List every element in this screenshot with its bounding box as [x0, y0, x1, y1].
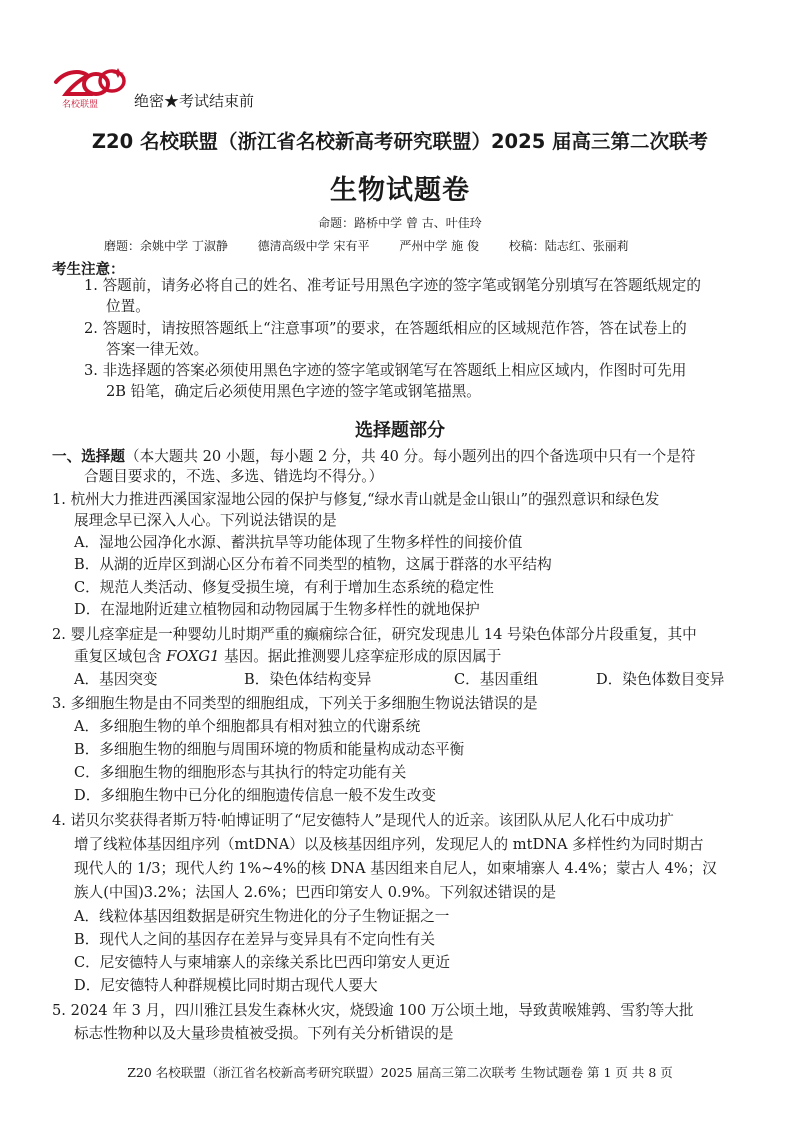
q1-option-a: A．湿地公园净化水源、蓄洪抗旱等功能体现了生物多样性的间接价值 — [74, 534, 523, 551]
notice-item-1-cont: 位置。 — [106, 298, 150, 315]
authors-line: 命题：路桥中学 曾 古、叶佳玲 — [318, 216, 482, 230]
notice-item-3 — [84, 361, 686, 381]
q4-option-a: A．线粒体基因组数据是研究生物进化的分子生物证据之一 — [74, 908, 450, 925]
question-text: 杭州大力推进西溪国家湿地公园的保护与修复,“绿水青山就是金山银山”的强烈意识和绿色发 — [70, 491, 660, 508]
question-text: 诺贝尔奖获得者斯万特·帕博证明了“尼安德特人”是现代人的近亲。该团队从尼人化石中成功扩 — [70, 812, 674, 829]
q2-option-c: C．基因重组 — [454, 671, 539, 688]
question-num: 5. — [52, 1002, 66, 1019]
reviewer-4: 校稿：陆志红、张丽莉 — [508, 239, 629, 253]
reviewer-1: 磨题：余姚中学 丁淑静 — [104, 239, 228, 253]
z20-logo-icon — [52, 64, 132, 110]
question-2-cont — [74, 647, 501, 667]
question-5 — [52, 1001, 693, 1021]
q4-option-d: D．尼安德特人种群规模比同时期古现代人要大 — [74, 977, 378, 994]
notice-heading: 考生注意： — [52, 262, 125, 278]
question-num: 1. — [52, 491, 66, 508]
notice-num: 3. — [84, 362, 98, 379]
notice-item-1 — [84, 276, 701, 296]
notice-item-2-cont: 答案一律无效。 — [106, 341, 209, 358]
reviewers-line — [104, 237, 655, 254]
notice-item-3-cont: 2B 铅笔，确定后必须使用黑色字迹的签字笔或钢笔描黑。 — [106, 383, 481, 400]
section-title: 选择题部分 — [355, 420, 445, 441]
q2-option-d: D．染色体数目变异 — [596, 671, 725, 688]
q2-text-before: 重复区域包含 — [74, 648, 167, 665]
secret-label: 绝密★考试结束前 — [134, 92, 255, 110]
part-heading-rest: （本大题共 20 小题，每小题 2 分，共 40 分。每小题列出的四个备选项中只有一个是符 — [124, 448, 696, 465]
q1-option-c: C．规范人类活动、修复受损生境，有利于增加生态系统的稳定性 — [74, 579, 494, 596]
question-1 — [52, 490, 659, 510]
notice-item-2 — [84, 319, 687, 339]
q2-text-after: 基因。据此推测婴儿痉挛症形成的原因属于 — [219, 648, 502, 665]
question-num: 3. — [52, 695, 66, 712]
q1-option-b: B．从湖的近岸区到湖心区分布着不同类型的植物，这属于群落的水平结构 — [74, 556, 552, 573]
question-2 — [52, 625, 697, 645]
part-heading-cont: 合题目要求的，不选、多选、错选均不得分。） — [84, 468, 384, 485]
alliance-logo — [52, 64, 132, 110]
reviewer-3: 严州中学 施 俊 — [399, 239, 479, 253]
question-4-cont-3: 族人(中国)3.2%；法国人 2.6%；巴西印第安人 0.9%。下列叙述错误的是 — [74, 884, 557, 901]
notice-num: 1. — [84, 277, 98, 294]
notice-text: 答题时，请按照答题纸上“注意事项”的要求，在答题纸相应的区域规范作答，答在试卷上的 — [102, 320, 687, 337]
part-heading — [52, 447, 695, 467]
question-text: 2024 年 3 月，四川雅江县发生森林火灾，烧毁逾 100 万公顷土地，导致黄喉雉鹑、雪豹等大批 — [70, 1002, 694, 1019]
q3-option-a: A．多细胞生物的单个细胞都具有相对独立的代谢系统 — [74, 718, 421, 735]
q4-option-c: C．尼安德特人与柬埔寨人的亲缘关系比巴西印第安人更近 — [74, 954, 451, 971]
question-4-cont-2: 现代人的 1/3；现代人约 1%~4%的核 DNA 基因组来自尼人，如柬埔寨人 4.4%；蒙古人 4%；汉 — [74, 860, 717, 877]
q2-gene-name: FOXG1 — [166, 648, 220, 665]
question-4-cont-1: 增了线粒体基因组序列（mtDNA）以及核基因组序列，发现尼人的 mtDNA 多样性约为同时期古 — [74, 836, 704, 853]
logo-text: 名校联盟 — [62, 100, 99, 110]
q4-option-b: B．现代人之间的基因存在差异与变异具有不定向性有关 — [74, 931, 435, 948]
subject-title: 生物试题卷 — [330, 175, 470, 206]
q3-option-c: C．多细胞生物的细胞形态与其执行的特定功能有关 — [74, 764, 407, 781]
question-1-cont: 展理念早已深入人心。下列说法错误的是 — [74, 512, 337, 529]
question-text: 多细胞生物是由不同类型的细胞组成，下列关于多细胞生物说法错误的是 — [70, 695, 538, 712]
notice-num: 2. — [84, 320, 98, 337]
question-num: 4. — [52, 812, 66, 829]
question-num: 2. — [52, 626, 66, 643]
q1-option-d: D．在湿地附近建立植物园和动物园属于生物多样性的就地保护 — [74, 601, 480, 618]
question-text: 婴儿痉挛症是一种婴幼儿时期严重的癫痫综合征，研究发现患儿 14 号染色体部分片段重复，其中 — [70, 626, 697, 643]
part-heading-bold: 一、选择题 — [52, 448, 125, 465]
notice-text: 非选择题的答案必须使用黑色字迹的签字笔或钢笔写在答题纸上相应区域内，作图时可先用 — [102, 362, 687, 379]
question-4 — [52, 811, 674, 831]
q3-option-d: D．多细胞生物中已分化的细胞遗传信息一般不发生改变 — [74, 787, 436, 804]
q2-option-a: A．基因突变 — [74, 671, 158, 688]
notice-text: 答题前，请务必将自己的姓名、准考证号用黑色字迹的签字笔或钢笔分别填写在答题纸规定的 — [102, 277, 701, 294]
q2-option-b: B．染色体结构变异 — [244, 671, 372, 688]
reviewer-2: 德清高级中学 宋有平 — [257, 239, 370, 253]
question-3 — [52, 694, 538, 714]
exam-title: Z20 名校联盟（浙江省名校新高考研究联盟）2025 届高三第二次联考 — [91, 130, 709, 153]
page-footer: Z20 名校联盟（浙江省名校新高考研究联盟）2025 届高三第二次联考 生物试题卷 第 1 页 共 8 页 — [127, 1065, 673, 1080]
question-5-cont: 标志性物种以及大量珍贵植被受损。下列有关分析错误的是 — [74, 1025, 454, 1042]
q3-option-b: B．多细胞生物的细胞与周围环境的物质和能量构成动态平衡 — [74, 741, 465, 758]
